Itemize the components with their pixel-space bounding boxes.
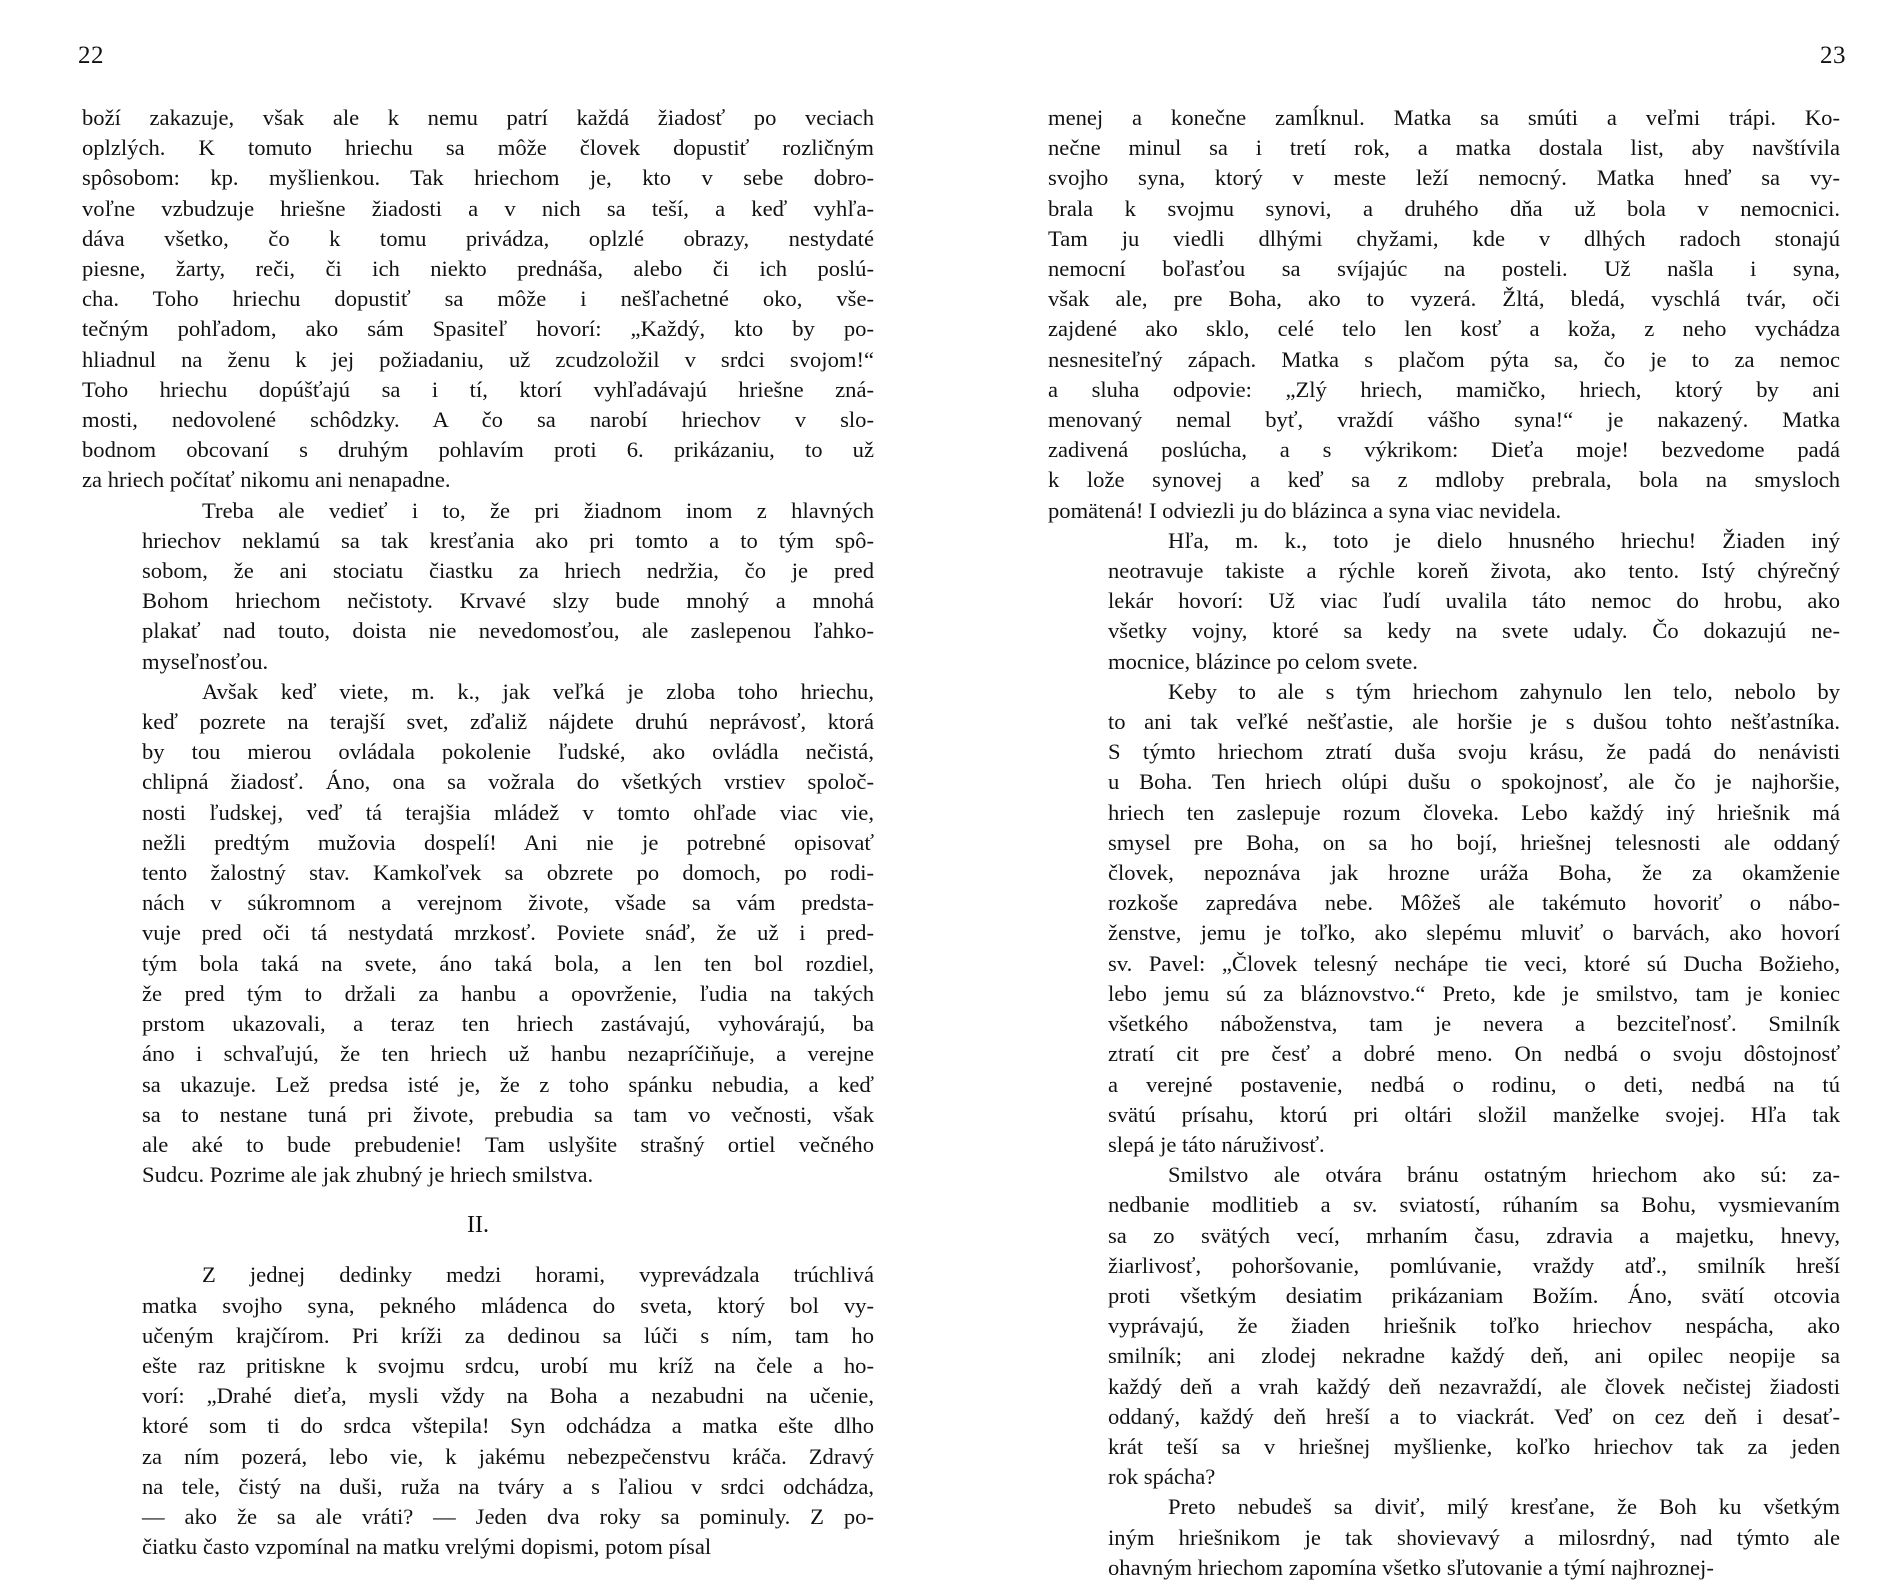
text-line: voľne vzbudzuje hriešne žiadosti a v nich sa teší, a keď vyhľa-: [82, 195, 874, 221]
text-line: Treba ale vedieť i to, že pri žiadnom inom z hlavných: [202, 497, 874, 523]
text-line: žiarlivosť, pohoršovanie, pomlúvanie, vraždy atď., smilník hreší: [1108, 1252, 1840, 1278]
text-line: Smilstvo ale otvára bránu ostatným hriechom ako sú: za-: [1168, 1162, 1840, 1188]
text-line: dáva všetko, čo k tomu privádza, oplzlé obrazy, nestydaté: [82, 225, 874, 251]
text-line: nách v súkromnom a verejnom živote, všade sa vám predsta-: [142, 890, 874, 916]
text-line: proti všetkým desiatim prikázaniam Božím. Áno, svätí otcovia: [1108, 1282, 1840, 1308]
text-line: Tam ju viedli dlhými chyžami, kde v dlhých radoch stonajú: [1048, 225, 1840, 251]
text-line: nosti ľudskej, veď tá terajšia mládež v tomto ohľade viac vie,: [142, 799, 874, 825]
text-line: nedbanie modlitieb a sv. sviatostí, rúhaním sa Bohu, vysmievaním: [1108, 1192, 1840, 1218]
text-line: menovaný nemal byť, vraždí vášho syna!“ je nakazený. Matka: [1048, 407, 1840, 433]
text-line: nemocní boľasťou sa svíjajúc na posteli. Už našla i syna,: [1048, 256, 1840, 282]
text-line: prstom ukazovali, a teraz ten hriech zastávajú, vyhovárajú, ba: [142, 1011, 874, 1037]
paragraph: [1048, 1492, 1840, 1583]
text-line: menej a konečne zamĺknul. Matka sa smúti a veľmi trápi. Ko-: [1048, 105, 1840, 130]
paragraph: [1048, 1160, 1840, 1492]
text-line: smysel pre Boha, on sa ho bojí, hriešnej telesnosti ale oddaný: [1108, 829, 1840, 855]
right-page-text: [1048, 103, 1840, 1583]
text-line: pomätená! I odviezli ju do blázinca a syna viac nevidela.: [1048, 497, 1562, 523]
text-line: brala k svojmu synovi, a druhého dňa už bola v nemocnici.: [1048, 195, 1840, 221]
text-line: smilník; ani zlodej nekradne každý deň, ani opilec neopije sa: [1108, 1343, 1840, 1369]
text-line: za hriech počítať nikomu ani nenapadne.: [82, 467, 451, 493]
text-line: sobom, že ani stociatu čiastku za hriech nedržia, čo je pred: [142, 558, 874, 584]
text-line: zajdené ako sklo, celé telo len kosť a koža, z neho vychádza: [1048, 316, 1840, 342]
text-line: ztratí cit pre česť a dobré meno. On nedbá o svoju dôstojnosť: [1108, 1041, 1840, 1067]
text-line: Hľa, m. k., toto je dielo hnusného hriechu! Žiaden iný: [1168, 527, 1840, 553]
text-line: každý deň a vrah každý deň nezavraždí, ale človek nečistej žiadosti: [1108, 1373, 1840, 1399]
text-line: zadivená poslúcha, a s výkrikom: Dieťa moje! bezvedome padá: [1048, 437, 1840, 463]
text-line: k lože synovej a keď sa z mdloby prebrala, bola na smysloch: [1048, 467, 1840, 493]
text-line: nesnesiteľný zápach. Matka s plačom pýta sa, čo je to za nemoc: [1048, 346, 1840, 372]
text-line: by tou mierou ovládala pokolenie ľudské, ako ovládla nečistá,: [142, 739, 874, 765]
text-line: ohavným hriechom zapomína všetko sľutovanie a týmí najhroznej-: [1108, 1554, 1714, 1580]
text-line: nežli predtým mužovia dospelí! Ani nie je potrebné opisovať: [142, 829, 874, 855]
text-line: tento žalostný stav. Kamkoľvek sa obzrete po domoch, po rodi-: [142, 860, 874, 886]
text-line: hriech ten zaslepuje rozum človeka. Lebo každý iný hriešnik má: [1108, 799, 1840, 825]
text-line: S týmto hriechom ztratí duša svoju krásu, že padá do nenávisti: [1108, 739, 1840, 765]
text-line: učeným krajčírom. Pri kríži za dedinou sa lúči s ním, tam ho: [142, 1322, 874, 1348]
text-line: Avšak keď viete, m. k., jak veľká je zloba toho hriechu,: [202, 678, 874, 704]
paragraph: [82, 677, 874, 1190]
right-page: [952, 0, 1904, 1580]
text-line: tým bola taká na svete, áno taká bola, a len ten bol rozdiel,: [142, 950, 874, 976]
text-line: ženstve, jemu je toľko, ako slepému mluviť o barvách, ako hovorí: [1108, 920, 1840, 946]
text-line: Sudcu. Pozrime ale jak zhubný je hriech smilstva.: [142, 1162, 594, 1188]
text-line: však ale, pre Boha, ako to vyzerá. Žltá, bledá, vyschlá tvár, oči: [1048, 286, 1840, 312]
page-number-right: 23: [1820, 42, 1846, 69]
page-number-left: 22: [78, 42, 104, 69]
text-line: myseľnosťou.: [142, 648, 269, 674]
text-line: to ani tak veľké nešťastie, ale horšie je s dušou tohto nešťastníka.: [1108, 709, 1840, 735]
paragraph: [1048, 526, 1840, 677]
text-line: že pred tým to držali za hanbu a opovrženie, ľudia na takých: [142, 980, 874, 1006]
text-line: nečne minul sa i tretí rok, a matka dostala list, aby navštívila: [1048, 135, 1840, 161]
text-line: svojho syna, ktorý v meste leží nemocný. Matka hneď sa vy-: [1048, 165, 1840, 191]
text-line: na tele, čistý na duši, ruža na tváry a s ľaliou v srdci odchádza,: [142, 1473, 874, 1499]
text-line: ale aké to bude prebudenie! Tam uslyšite strašný ortiel večného: [142, 1131, 874, 1157]
text-line: sv. Pavel: „Človek telesný nechápe tie veci, ktoré sú Ducha Božieho,: [1108, 950, 1840, 976]
text-line: všetky vojny, ktoré sa kedy na svete udaly. Čo dokazujú ne-: [1108, 618, 1840, 644]
text-line: ktoré som ti do srdca vštepila! Syn odchádza a matka ešte dlho: [142, 1413, 874, 1439]
text-line: Toho hriechu dopúšťajú sa i tí, ktorí vyhľadávajú hriešne zná-: [82, 376, 874, 402]
text-line: hliadnul na ženu k jej požiadaniu, už zcudzoložil v srdci svojom!“: [82, 346, 874, 372]
text-line: mocnice, blázince po celom svete.: [1108, 648, 1418, 674]
text-line: áno i schvaľujú, že ten hriech už hanbu nezapríčiňuje, a verejne: [142, 1041, 874, 1067]
text-line: lekár hovorí: Už viac ľudí uvalila táto nemoc do hrobu, ako: [1108, 588, 1840, 614]
text-line: a verejné postavenie, nedbá o rodinu, o deti, nedbá na tú: [1108, 1071, 1840, 1097]
text-line: rok spácha?: [1108, 1464, 1216, 1490]
text-line: plakať nad touto, doista nie nevedomosťou, ale zaslepenou ľahko-: [142, 618, 874, 644]
text-line: slepá je táto náruživosť.: [1108, 1131, 1325, 1157]
text-line: rozkoše zapredáva nebe. Môžeš ale takémuto hovoriť o nábo-: [1108, 890, 1840, 916]
paragraph: [82, 496, 874, 677]
text-line: bodnom obcovaní s druhým pohlavím proti 6. prikázaniu, to už: [82, 437, 874, 463]
text-line: krát teší sa v hriešnej myšlienke, koľko hriechov tak za jeden: [1108, 1433, 1840, 1459]
text-line: Bohom hriechom nečistoty. Krvavé slzy bude mnohý a mnohá: [142, 588, 874, 614]
text-line: za ním pozerá, lebo vie, k jakému nebezpečenstvu kráča. Zdravý: [142, 1443, 874, 1469]
text-line: oplzlých. K tomuto hriechu sa môže človek dopustiť rozličným: [82, 135, 874, 161]
text-line: Keby to ale s tým hriechom zahynulo len telo, nebolo by: [1168, 678, 1840, 704]
text-line: všetkého náboženstva, tam je nevera a bezciteľnosť. Smilník: [1108, 1011, 1840, 1037]
text-line: piesne, žarty, reči, či ich niekto prednáša, alebo či ich poslú-: [82, 256, 874, 282]
text-line: neotravuje takiste a rýchle koreň života, ako tento. Istý chýrečný: [1108, 558, 1840, 584]
text-line: a sluha odpovie: „Zlý hriech, mamičko, hriech, ktorý by ani: [1048, 376, 1840, 402]
text-line: oddaný, každý deň hreší a to viackrát. Veď on cez deň i desať-: [1108, 1403, 1840, 1429]
paragraph: [1048, 677, 1840, 1160]
paragraph: [82, 1260, 874, 1562]
paragraph: [82, 103, 874, 496]
text-line: ešte raz pritiskne k svojmu srdcu, urobí mu kríž na čele a ho-: [142, 1352, 874, 1378]
text-line: vorí: „Drahé dieťa, mysli vždy na Boha a nezabudni na učenie,: [142, 1383, 874, 1409]
text-line: Preto nebudeš sa diviť, milý kresťane, že Boh ku všetkým: [1168, 1494, 1840, 1520]
left-page: [0, 0, 952, 1560]
text-line: cha. Toho hriechu dopustiť sa môže i nešľachetné oko, vše-: [82, 286, 874, 312]
text-line: vyprávajú, že žiaden hriešnik toľko hriechov nespácha, ako: [1108, 1313, 1840, 1339]
text-line: — ako že sa ale vráti? — Jeden dva roky sa pominuly. Z po-: [142, 1503, 874, 1529]
text-line: lebo jemu sú za bláznovstvo.“ Preto, kde je smilstvo, tam je koniec: [1108, 980, 1840, 1006]
text-line: boží zakazuje, však ale k nemu patrí každá žiadosť po veciach: [82, 105, 874, 130]
text-line: iným hriešnikom je tak shovievavý a milosrdný, nad týmto ale: [1108, 1524, 1840, 1550]
text-line: sa ukazuje. Lež predsa isté je, že z toho spánku nebudia, a keď: [142, 1071, 874, 1097]
text-line: mosti, nedovolené schôdzky. A čo sa narobí hriechov v slo-: [82, 407, 874, 433]
text-line: spôsobom: kp. myšlienkou. Tak hriechom je, kto v sebe dobro-: [82, 165, 874, 191]
text-line: sa to nestane tuná pri živote, prebudia sa tam vo večnosti, však: [142, 1101, 874, 1127]
text-line: chlipná žiadosť. Áno, ona sa vožrala do všetkých vrstiev spoloč-: [142, 769, 874, 795]
text-line: svätú prísahu, ktorú pri oltári složil manželke svojej. Hľa tak: [1108, 1101, 1840, 1127]
text-line: matka svojho syna, pekného mládenca do sveta, ktorý bol vy-: [142, 1292, 874, 1318]
text-line: človek, nepoznáva jak hrozne uráža Boha, že za okamženie: [1108, 860, 1840, 886]
text-line: hriechov neklamú sa tak kresťania ako pri tomto a to tým spô-: [142, 527, 874, 553]
text-line: Z jednej dedinky medzi horami, vyprevádzala trúchlivá: [202, 1262, 874, 1288]
section-heading: II.: [467, 1212, 489, 1239]
paragraph: [1048, 103, 1840, 526]
left-page-text: [82, 103, 874, 1562]
text-line: sa zo svätých vecí, mrhaním času, zdravia a majetku, hnevy,: [1108, 1222, 1840, 1248]
text-line: keď pozrete na terajší svet, zďaliž nájdete druhú neprávosť, ktorá: [142, 709, 874, 735]
text-line: vuje pred oči tá nestydatá mrzkosť. Poviete snáď, že už i pred-: [142, 920, 874, 946]
text-line: čiatku často vzpomínal na matku vrelými dopismi, potom písal: [142, 1534, 712, 1560]
text-line: tečným pohľadom, ako sám Spasiteľ hovorí: „Každý, kto by po-: [82, 316, 874, 342]
text-line: u Boha. Ten hriech olúpi dušu o spokojnosť, ale čo je najhoršie,: [1108, 769, 1840, 795]
